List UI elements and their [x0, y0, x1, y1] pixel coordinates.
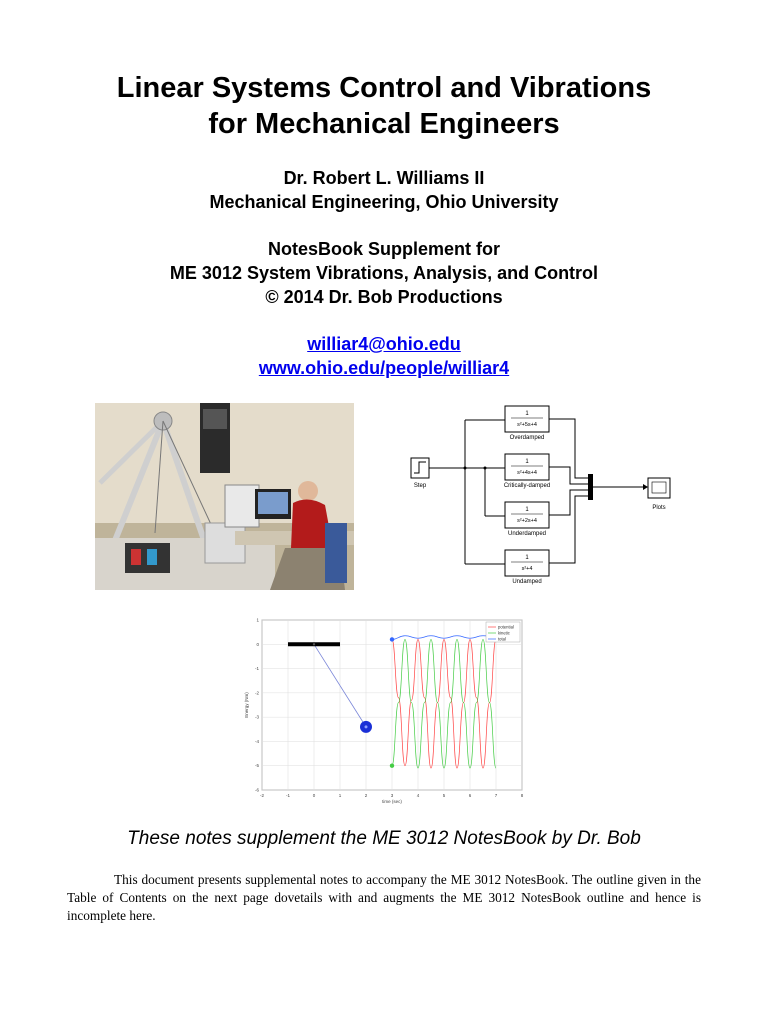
tf-block-underdamped — [505, 502, 549, 537]
x-tick-label: 6 — [468, 793, 472, 798]
title-line-2: for Mechanical Engineers — [208, 108, 560, 140]
svg-text:Overdamped: Overdamped — [509, 435, 545, 441]
legend-label: total — [498, 636, 506, 642]
energy-marker — [390, 637, 394, 641]
x-tick-label: 8 — [520, 793, 524, 798]
x-tick-label: -2 — [259, 793, 265, 798]
svg-text:Undamped: Undamped — [512, 579, 542, 585]
author-name: Dr. Robert L. Williams II — [283, 168, 485, 188]
x-axis-label: time (sec) — [382, 799, 402, 804]
author-block — [0, 166, 768, 214]
tf-block-overdamped — [505, 406, 549, 441]
svg-text:s²+5s+4: s²+5s+4 — [517, 422, 537, 428]
svg-text:s²+4: s²+4 — [521, 566, 533, 572]
y-tick-label: -5 — [254, 763, 259, 769]
simulink-diagram — [405, 398, 680, 596]
step-label: Step — [413, 483, 427, 489]
author-affiliation: Mechanical Engineering, Ohio University — [209, 192, 559, 212]
svg-text:1: 1 — [525, 507, 529, 513]
y-tick-label: 1 — [256, 617, 259, 623]
x-tick-label: 5 — [442, 793, 446, 798]
svg-text:1: 1 — [525, 555, 529, 561]
document-title — [0, 70, 768, 142]
title-line-1: Linear Systems Control and Vibrations — [116, 72, 652, 104]
svg-text:Underdamped: Underdamped — [507, 531, 547, 537]
step-block — [411, 458, 429, 478]
copyright-line: © 2014 Dr. Bob Productions — [265, 287, 503, 307]
svg-text:Critically-damped: Critically-damped — [503, 483, 551, 489]
svg-text:1: 1 — [525, 411, 529, 417]
contact-block — [0, 332, 768, 380]
x-tick-label: 1 — [338, 793, 342, 798]
energy-marker — [390, 764, 394, 768]
intro-paragraph — [67, 871, 701, 925]
tf-block-critically-damped — [504, 454, 550, 489]
x-tick-label: -1 — [285, 793, 291, 798]
lab-photo-robot-icon — [95, 403, 354, 590]
x-tick-label: 4 — [416, 793, 420, 798]
svg-text:s²+2s+4: s²+2s+4 — [517, 518, 537, 524]
website-link[interactable]: www.ohio.edu/people/williar4 — [258, 358, 510, 378]
energy-plot-svg — [240, 612, 530, 804]
intro-text: This document presents supplemental notes to accompany the ME 3012 NotesBook. The outline given in the Table of Contents on the next page dovetails with and augments the ME 3012 NotesBook outline and hence is incomplete here. — [67, 872, 701, 923]
supplement-line-1: NotesBook Supplement for — [267, 239, 500, 259]
tagline: These notes supplement the ME 3012 NotesBook by Dr. Bob — [127, 828, 641, 849]
svg-text:1: 1 — [525, 459, 529, 465]
legend-label: potential — [498, 624, 514, 630]
y-tick-label: -4 — [254, 738, 259, 744]
lab-photo — [95, 403, 354, 590]
tf-block-undamped — [505, 550, 549, 585]
energy-plot — [240, 612, 530, 804]
email-link[interactable]: williar4@ohio.edu — [307, 334, 461, 354]
y-tick-label: -3 — [254, 714, 259, 720]
mux-block — [588, 474, 593, 500]
x-tick-label: 0 — [312, 793, 316, 798]
x-tick-label: 3 — [390, 793, 394, 798]
x-tick-label: 2 — [364, 793, 368, 798]
legend-label: kinetic — [498, 630, 510, 636]
y-tick-label: -6 — [254, 787, 259, 793]
pendulum-bob-highlight — [365, 725, 368, 728]
supplement-line-2: ME 3012 System Vibrations, Analysis, and Control — [169, 263, 599, 283]
svg-text:s²+4s+4: s²+4s+4 — [517, 470, 537, 476]
pendulum-pivot — [313, 643, 315, 645]
simulink-model-svg — [405, 398, 680, 596]
x-tick-label: 7 — [494, 793, 498, 798]
y-axis-label: Energy (Nm) — [244, 692, 249, 718]
y-tick-label: -1 — [254, 666, 259, 672]
scope-label: Plots — [652, 505, 666, 511]
y-tick-label: -2 — [254, 690, 259, 696]
supplement-block — [0, 237, 768, 309]
y-tick-label: 0 — [256, 641, 259, 647]
